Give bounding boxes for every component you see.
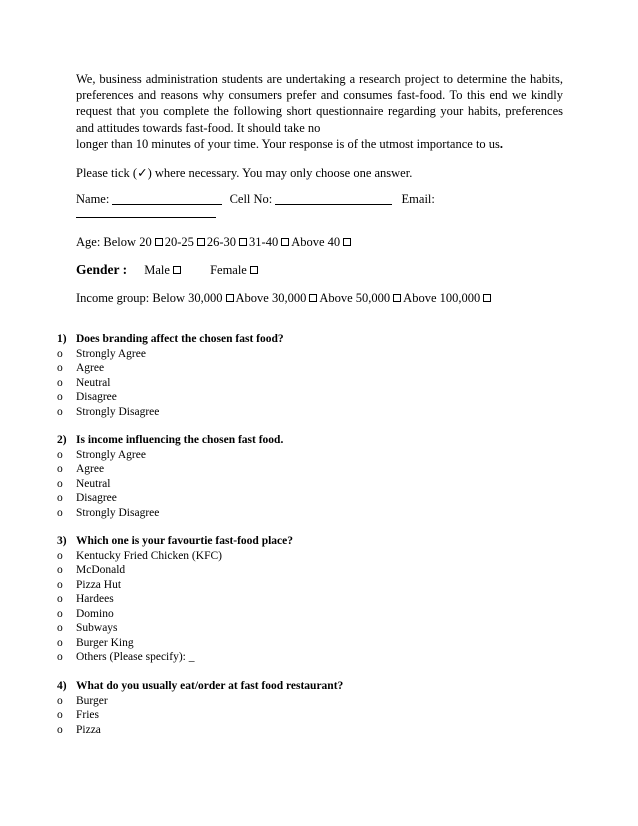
gender-checkbox-male[interactable] [173, 266, 181, 274]
income-checkbox-above-30000[interactable] [309, 294, 317, 302]
email-line [76, 205, 216, 220]
income-line: Income group: Below 30,000 Above 30,000 Above 50,000 Above 100,000 [76, 291, 493, 306]
email-label: Email: [401, 192, 435, 206]
radio-bullet[interactable]: o [57, 405, 63, 418]
question-4 [57, 679, 577, 737]
question-3 [57, 534, 577, 665]
cell-label: Cell No: [229, 192, 273, 206]
instruction-line: Please tick (✓) where necessary. You may only choose one answer. [76, 166, 413, 180]
option-item[interactable]: o Neutral [57, 477, 111, 490]
email-field[interactable] [76, 206, 216, 218]
age-checkbox-26-30[interactable] [239, 238, 247, 246]
question-title: 4) What do you usually eat/order at fast food restaurant? [57, 680, 344, 692]
radio-bullet[interactable]: o [57, 492, 63, 504]
option-item[interactable]: o Neutral [57, 376, 111, 389]
radio-bullet[interactable]: o [57, 607, 63, 620]
question-title: 2) Is income influencing the chosen fast food. [57, 434, 284, 446]
option-item[interactable]: o Subways [57, 622, 118, 634]
name-field[interactable] [112, 193, 222, 205]
radio-bullet[interactable]: o [57, 622, 63, 634]
radio-bullet[interactable]: o [57, 347, 63, 360]
intro-paragraph [76, 71, 563, 152]
radio-bullet[interactable]: o [57, 564, 63, 576]
question-title: 1) Does branding affect the chosen fast food? [57, 333, 284, 345]
cell-field[interactable] [275, 193, 392, 205]
age-line: Age: Below 20 20-25 26-30 31-40 Above 40 [76, 235, 353, 250]
option-item[interactable]: o Hardees [57, 593, 114, 605]
age-prefix: Age: Below [76, 235, 137, 249]
tick-symbol: ✓ [137, 166, 148, 180]
option-item[interactable]: o Disagree [57, 492, 117, 504]
radio-bullet[interactable]: o [57, 463, 63, 475]
radio-bullet[interactable]: o [57, 362, 63, 374]
radio-bullet[interactable]: o [57, 694, 63, 707]
option-item[interactable]: o Strongly Disagree [57, 506, 160, 519]
age-checkbox-above-40[interactable] [343, 238, 351, 246]
option-item[interactable]: o Burger King [57, 636, 134, 649]
option-item[interactable]: o McDonald [57, 564, 126, 576]
income-checkbox-above-100000[interactable] [483, 294, 491, 302]
gender-checkbox-female[interactable] [250, 266, 258, 274]
radio-bullet[interactable]: o [57, 709, 63, 721]
radio-bullet[interactable]: o [57, 636, 63, 649]
question-2 [57, 433, 577, 520]
question-1 [57, 332, 577, 419]
age-checkbox-31-40[interactable] [281, 238, 289, 246]
radio-bullet[interactable]: o [57, 391, 63, 403]
income-checkbox-below-30000[interactable] [226, 294, 234, 302]
option-item[interactable]: o Strongly Agree [57, 347, 146, 360]
age-checkbox-20-25[interactable] [197, 238, 205, 246]
option-item[interactable]: o Domino [57, 607, 114, 620]
income-prefix: Income group: Below [76, 291, 186, 305]
gender-label: Gender : [76, 262, 128, 277]
radio-bullet[interactable]: o [57, 506, 63, 519]
option-item[interactable]: o Strongly Agree [57, 448, 146, 461]
intro-text: We, business administration students are undertaking a research project to determine the habits, preferences and reasons why consumers prefer and consumes fast-food. To this end we kindly request that you complete the following short questionnaire regarding your habits, preferences and attitudes towards fast-food. It should take no [76, 72, 563, 135]
income-checkbox-above-50000[interactable] [393, 294, 401, 302]
radio-bullet[interactable]: o [57, 549, 63, 562]
radio-bullet[interactable]: o [57, 723, 63, 736]
option-item[interactable]: o Disagree [57, 391, 117, 403]
option-item[interactable]: o Pizza [57, 723, 101, 736]
radio-bullet[interactable]: o [57, 376, 63, 389]
radio-bullet[interactable]: o [57, 651, 63, 663]
option-item[interactable]: o Agree [57, 362, 105, 374]
option-item[interactable]: o Strongly Disagree [57, 405, 160, 418]
question-title: 3) Which one is your favourtie fast-food place? [57, 535, 294, 547]
radio-bullet[interactable]: o [57, 448, 63, 461]
option-item[interactable]: o Fries [57, 709, 99, 721]
option-item[interactable]: o Kentucky Fried Chicken (KFC) [57, 549, 222, 562]
option-item[interactable]: o Agree [57, 463, 105, 475]
intro-last-line: longer than 10 minutes of your time. Your response is of the utmost importance to us [76, 136, 500, 151]
radio-bullet[interactable]: o [57, 593, 63, 605]
option-item[interactable]: o Others (Please specify): _ [57, 651, 195, 663]
name-label: Name: [76, 192, 110, 206]
intro-period: . [499, 136, 504, 151]
gender-line: Gender : Male Female [76, 262, 260, 278]
option-item[interactable]: o Pizza Hut [57, 578, 122, 591]
radio-bullet[interactable]: o [57, 477, 63, 490]
age-checkbox-below-20[interactable] [155, 238, 163, 246]
radio-bullet[interactable]: o [57, 578, 63, 591]
option-item[interactable]: o Burger [57, 694, 108, 707]
